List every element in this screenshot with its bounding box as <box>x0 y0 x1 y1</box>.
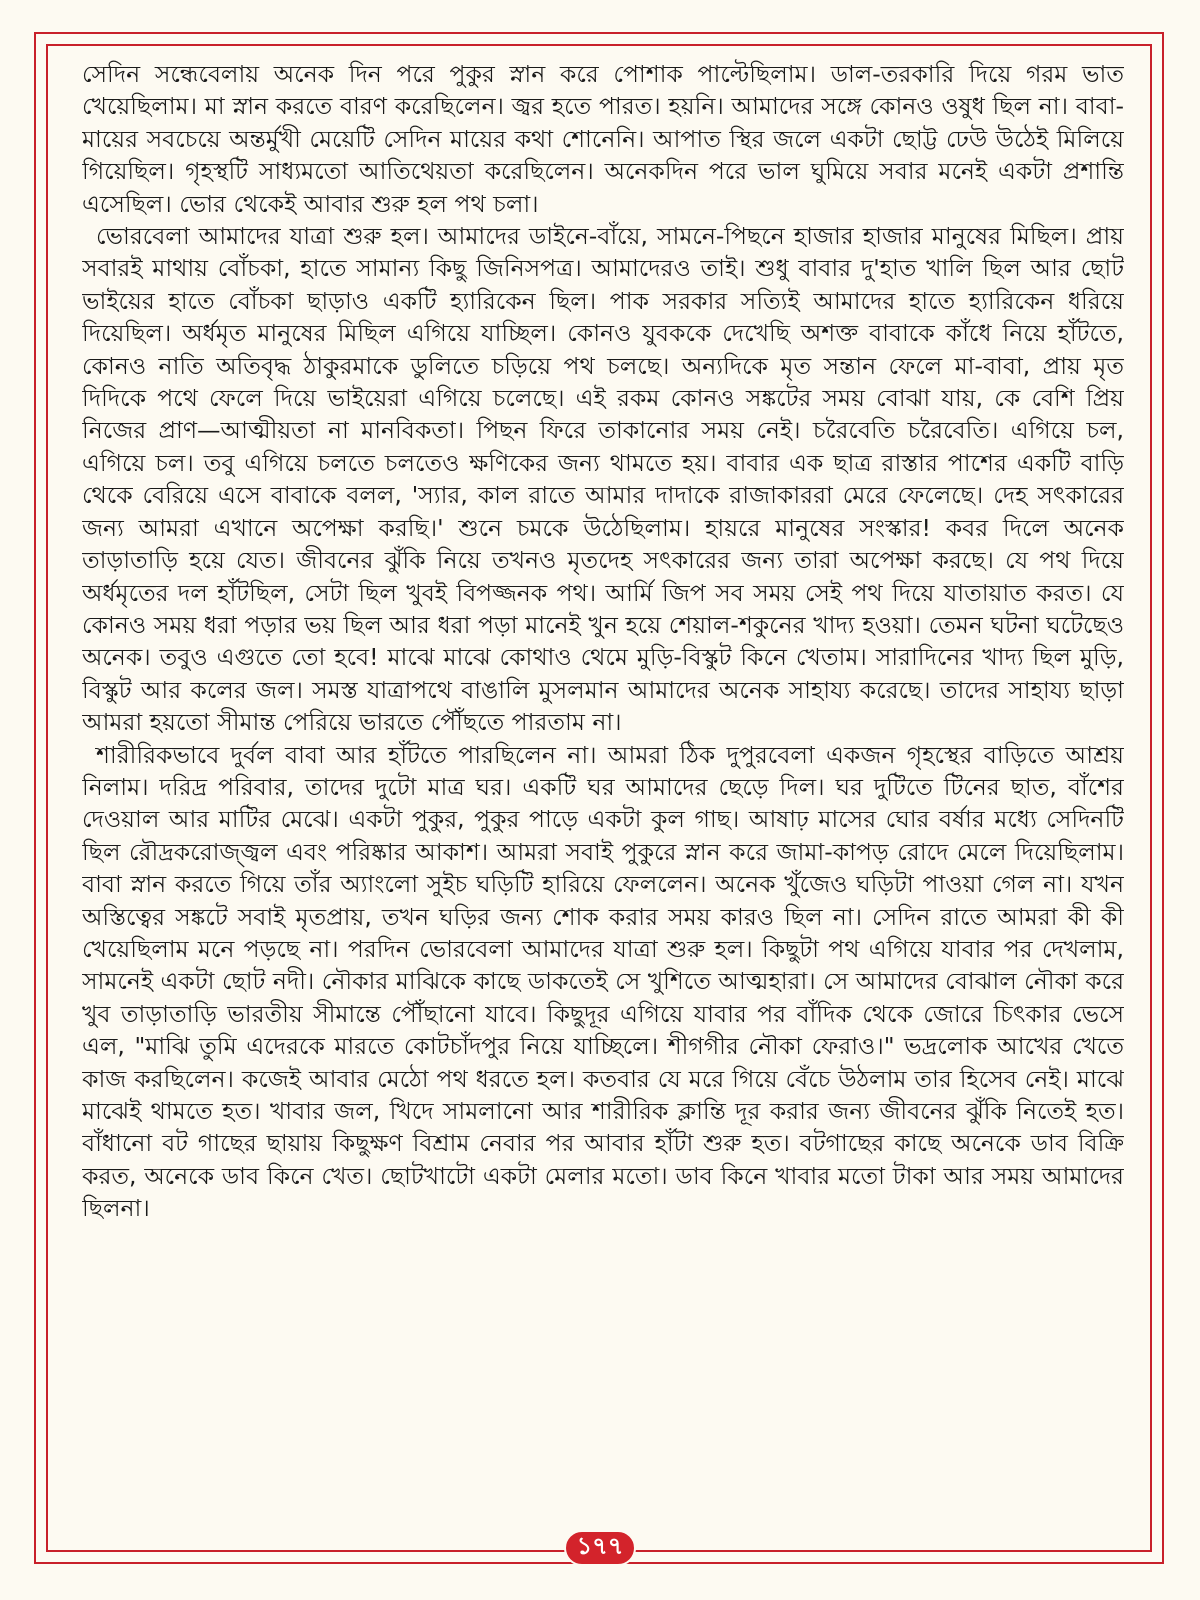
body-text <box>82 58 1124 1508</box>
paragraph-1: সেদিন সন্ধেবেলায় অনেক দিন পরে পুকুর স্নান করে পোশাক পাল্টেছিলাম। ডাল-তরকারি দিয়ে গরম ভাত খেয়েছিলাম। মা স্নান করতে বারণ করেছিলেন। জ্বর হতে পারত। হয়নি। আমাদের সঙ্গে কোনও ওষুধ ছিল না। বাবা-মায়ের সবচেয়ে অন্তর্মুখী মেয়েটি সেদিন মায়ের কথা শোনেনি। আপাত স্থির জলে একটা ছোট্ট ঢেউ উঠেই মিলিয়ে গিয়েছিল। গৃহস্থটি সাধ্যমতো আতিথেয়তা করেছিলেন। অনেকদিন পরে ভাল ঘুমিয়ে সবার মনেই একটা প্রশান্তি এসেছিল। ভোর থেকেই আবার শুরু হল পথ চলা। <box>82 60 1124 218</box>
page-number-badge: ১৭৭ <box>564 1530 636 1566</box>
paragraph-2: ভোরবেলা আমাদের যাত্রা শুরু হল। আমাদের ডাইনে-বাঁয়ে, সামনে-পিছনে হাজার হাজার মানুষের মিছিল। প্রায় সবারই মাথায় বোঁচকা, হাতে সামান্য কিছু জিনিসপত্র। আমাদেরও তাই। শুধু বাবার দু'হাত খালি ছিল আর ছোট ভাইয়ের হাতে বোঁচকা ছাড়াও একটি হ্যারিকেন ছিল। পাক সরকার সত্যিই আমাদের হাতে হ্যারিকেন ধরিয়ে দিয়েছিল। অর্ধমৃত মানুষের মিছিল এগিয়ে যাচ্ছিল। কোনও যুবককে দেখেছি অশক্ত বাবাকে কাঁধে নিয়ে হাঁটতে, কোনও নাতি অতিবৃদ্ধ ঠাকুরমাকে ডুলিতে চড়িয়ে পথ চলছে। অন্যদিকে মৃত সন্তান ফেলে মা-বাবা, প্রায় মৃত দিদিকে পথে ফেলে দিয়ে ভাইয়েরা এগিয়ে চলেছে। এই রকম কোনও সঙ্কটের সময় বোঝা যায়, কে বেশি প্রিয় নিজের প্রাণ—আত্মীয়তা না মানবিকতা। পিছন ফিরে তাকানোর সময় নেই। চরৈবেতি চরৈবেতি। এগিয়ে চল, এগিয়ে চল। তবু এগিয়ে চলতে চলতেও ক্ষণিকের জন্য থামতে হয়। বাবার এক ছাত্র রাস্তার পাশের একটি বাড়ি থেকে বেরিয়ে এসে বাবাকে বলল, 'স্যার, কাল রাতে আমার দাদাকে রাজাকাররা মেরে ফেলেছে। দেহ সৎকারের জন্য আমরা এখানে অপেক্ষা করছি।' শুনে চমকে উঠেছিলাম। হায়রে মানুষের সংস্কার! কবর দিলে অনেক তাড়াতাড়ি হয়ে যেত। জীবনের ঝুঁকি নিয়ে তখনও মৃতদেহ সৎকারের জন্য তারা অপেক্ষা করছে। যে পথ দিয়ে অর্ধমৃতের দল হাঁটছিল, সেটা ছিল খুবই বিপজ্জনক পথ। আর্মি জিপ সব সময় সেই পথ দিয়ে যাতায়াত করত। যে কোনও সময় ধরা পড়ার ভয় ছিল আর ধরা পড়া মানেই খুন হয়ে শেয়াল-শকুনের খাদ্য হওয়া। তেমন ঘটনা ঘটেছেও অনেক। তবুও এগুতে তো হবে! মাঝে মাঝে কোথাও থেমে মুড়ি-বিস্কুট কিনে খেতাম। সারাদিনের খাদ্য ছিল মুড়ি, বিস্কুট আর কলের জল। সমস্ত যাত্রাপথে বাঙালি মুসলমান আমাদের অনেক সাহায্য করেছে। তাদের সাহায্য ছাড়া আমরা হয়তো সীমান্ত পেরিয়ে ভারতে পৌঁছতে পারতাম না। <box>82 222 1124 737</box>
paragraph-3: শারীরিকভাবে দুর্বল বাবা আর হাঁটতে পারছিলেন না। আমরা ঠিক দুপুরবেলা একজন গৃহস্থের বাড়িতে আশ্রয় নিলাম। দরিদ্র পরিবার, তাদের দুটো মাত্র ঘর। একটি ঘর আমাদের ছেড়ে দিল। ঘর দুটিতে টিনের ছাত, বাঁশের দেওয়াল আর মাটির মেঝে। একটা পুকুর, পুকুর পাড়ে একটা কুল গাছ। আষাঢ় মাসের ঘোর বর্ষার মধ্যে সেদিনটি ছিল রৌদ্রকরোজ্জ্বল এবং পরিষ্কার আকাশ। আমরা সবাই পুকুরে স্নান করে জামা-কাপড় রোদে মেলে দিয়েছিলাম। বাবা স্নান করতে গিয়ে তাঁর অ্যাংলো সুইচ ঘড়িটি হারিয়ে ফেললেন। অনেক খুঁজেও ঘড়িটা পাওয়া গেল না। যখন অস্তিত্বের সঙ্কটে সবাই মৃতপ্রায়, তখন ঘড়ির জন্য শোক করার সময় কারও ছিল না। সেদিন রাতে আমরা কী কী খেয়েছিলাম মনে পড়ছে না। পরদিন ভোরবেলা আমাদের যাত্রা শুরু হল। কিছুটা পথ এগিয়ে যাবার পর দেখলাম, সামনেই একটা ছোট নদী। নৌকার মাঝিকে কাছে ডাকতেই সে খুশিতে আত্মহারা। সে আমাদের বোঝাল নৌকা করে খুব তাড়াতাড়ি ভারতীয় সীমান্তে পৌঁছানো যাবে। কিছুদূর এগিয়ে যাবার পর বাঁদিক থেকে জোরে চিৎকার ভেসে এল, "মাঝি তুমি এদেরকে মারতে কোটচাঁদপুর নিয়ে যাচ্ছিলে। শীগগীর নৌকা ফেরাও।" ভদ্রলোক আখের খেতে কাজ করছিলেন। কজেই আবার মেঠো পথ ধরতে হল। কতবার যে মরে গিয়ে বেঁচে উঠলাম তার হিসেব নেই। মাঝে মাঝেই থামতে হত। খাবার জল, খিদে সামলানো আর শারীরিক ক্লান্তি দূর করার জন্য জীবনের ঝুঁকি নিতেই হত। বাঁধানো বট গাছের ছায়ায় কিছুক্ষণ বিশ্রাম নেবার পর আবার হাঁটা শুরু হত। বটগাছের কাছে অনেকে ডাব বিক্রি করত, অনেকে ডাব কিনে খেত। ছোটখাটো একটা মেলার মতো। ডাব কিনে খাবার মতো টাকা আর সময় আমাদের ছিলনা। <box>82 740 1124 1223</box>
